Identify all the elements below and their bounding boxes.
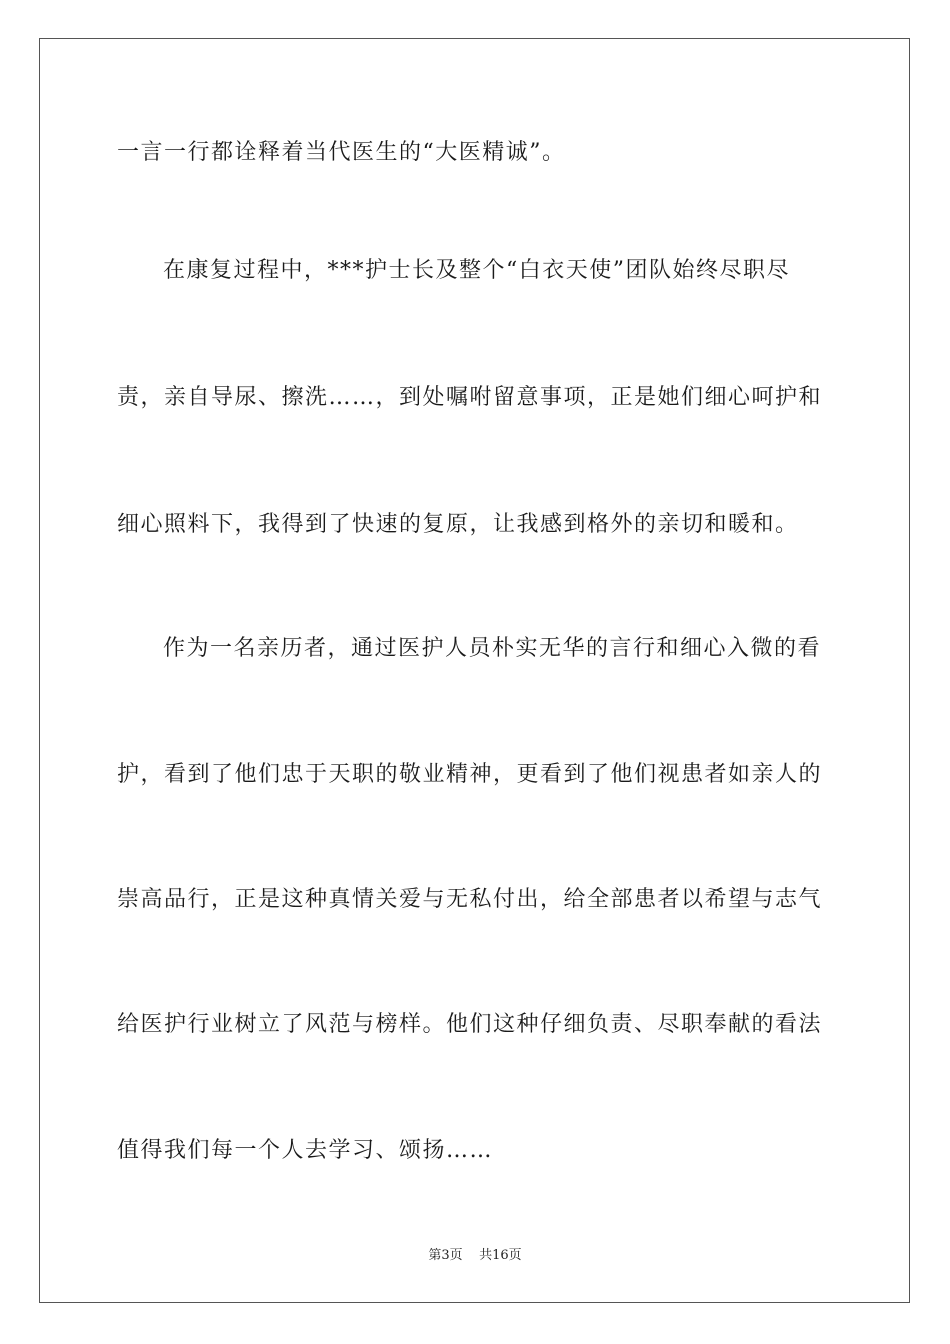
body-line-2: 在康复过程中，***护士长及整个“白衣天使”团队始终尽职尽 <box>163 258 790 283</box>
body-line-4: 细心照料下，我得到了快速的复原，让我感到格外的亲切和暖和。 <box>117 512 799 537</box>
page-number: 第3页 <box>428 1248 463 1263</box>
body-line-8: 给医护行业树立了风范与榜样。他们这种仔细负责、尽职奉献的看法 <box>117 1012 823 1037</box>
body-line-1: 一言一行都诠释着当代医生的“大医精诚”。 <box>117 140 566 165</box>
body-line-9: 值得我们每一个人去学习、颂扬…… <box>117 1138 494 1163</box>
page-border <box>39 38 910 1303</box>
body-line-3: 责，亲自导尿、擦洗……，到处嘱咐留意事项，正是她们细心呵护和 <box>117 385 823 410</box>
page-total: 共16页 <box>479 1248 522 1263</box>
body-line-7: 崇高品行，正是这种真情关爱与无私付出，给全部患者以希望与志气 <box>117 887 823 912</box>
body-line-6: 护，看到了他们忠于天职的敬业精神，更看到了他们视患者如亲人的 <box>117 762 823 787</box>
body-line-5: 作为一名亲历者，通过医护人员朴实无华的言行和细心入微的看 <box>163 636 822 661</box>
page-footer <box>0 1247 950 1265</box>
